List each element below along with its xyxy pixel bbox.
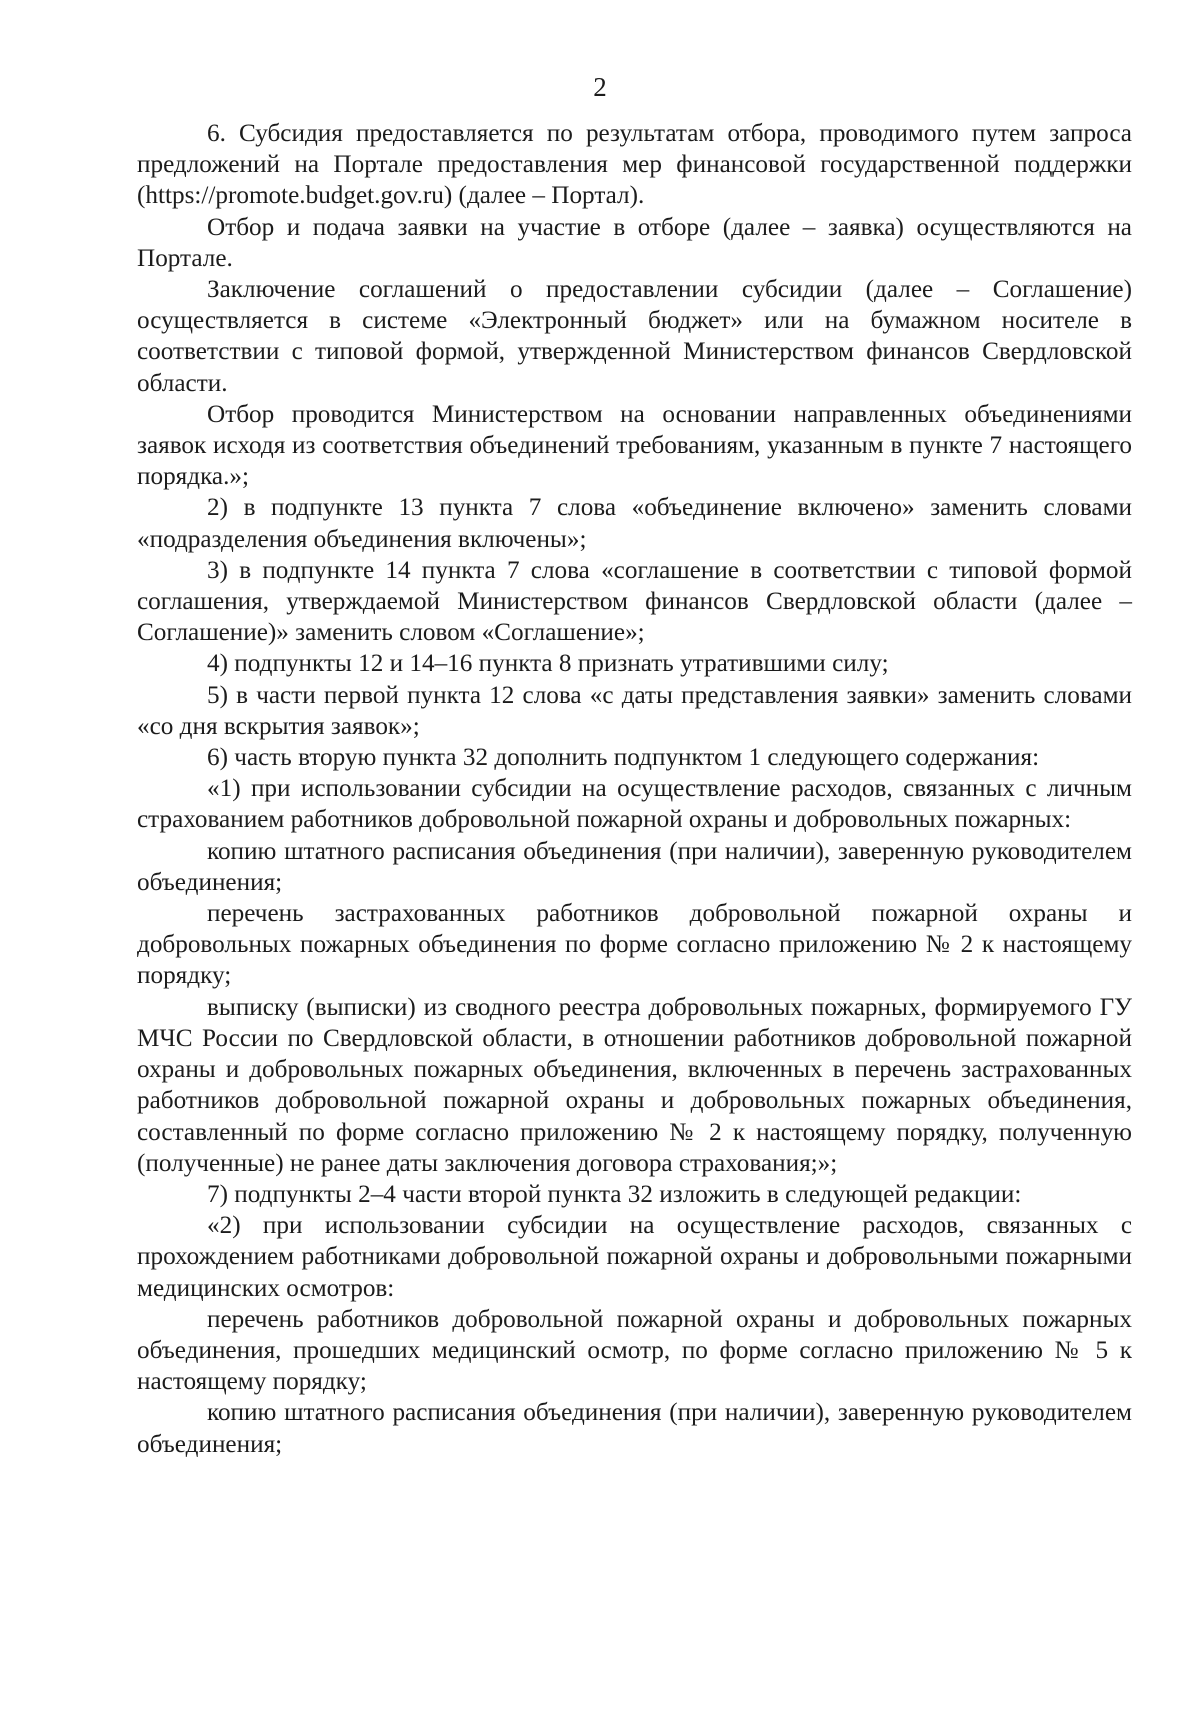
list-item-registry-extract: выписку (выписки) из сводного реестра добровольных пожарных, формируемого ГУ МЧС России по Свердловской области, в отношении работников добровольной пожарной охраны и добровольных пожарных объединения, включенных в перечень застрахованных работников добровольной пожарной охраны и добровольных пожарных объединения, составленный по форме согласно приложению № 2 к настоящему порядку, полученную (полученные) не ранее даты заключения договора страхования;»; bbox=[137, 993, 1132, 1177]
paragraph-selection-by-ministry: Отбор проводится Министерством на основании направленных объединениями заявок исходя из соответствия объединений требованиям, указанным в пункте 7 настоящего порядка.»; bbox=[137, 400, 1132, 491]
list-item-examined-workers: перечень работников добровольной пожарной охраны и добровольных пожарных объединения, прошедших медицинский осмотр, по форме согласно приложению № 5 к настоящему порядку; bbox=[137, 1305, 1132, 1396]
amendment-item-5: 5) в части первой пункта 12 слова «с даты представления заявки» заменить словами «со дня вскрытия заявок»; bbox=[137, 681, 1132, 740]
amendment-item-4: 4) подпункты 12 и 14–16 пункта 8 признать утратившими силу; bbox=[207, 650, 889, 678]
list-item-insured-workers: перечень застрахованных работников добровольной пожарной охраны и добровольных пожарных объединения по форме согласно приложению № 2 к настоящему порядку; bbox=[137, 900, 1132, 990]
amendment-item-3: 3) в подпункте 14 пункта 7 слова «соглашение в соответствии с типовой формой соглашения, утверждаемой Министерством финансов Свердловской области (далее – Соглашение)» заменить словом «Соглашение»; bbox=[137, 556, 1132, 647]
paragraph-subsidy-selection: 6. Субсидия предоставляется по результатам отбора, проводимого путем запроса предложений на Портале предоставления мер финансовой государственной поддержки (https://promote.budget.gov.ru) (далее – Портал). bbox=[137, 120, 1132, 210]
subitem-1-insurance: «1) при использовании субсидии на осуществление расходов, связанных с личным страхованием работников добровольной пожарной охраны и добровольных пожарных: bbox=[137, 775, 1132, 834]
list-item-staff-schedule-2: копию штатного расписания объединения (при наличии), заверенную руководителем объединения; bbox=[137, 1399, 1132, 1458]
subitem-2-medical-exams: «2) при использовании субсидии на осуществление расходов, связанных с прохождением работниками добровольной пожарной охраны и добровольными пожарными медицинских осмотров: bbox=[137, 1212, 1132, 1302]
amendment-item-2: 2) в подпункте 13 пункта 7 слова «объединение включено» заменить словами «подразделения объединения включены»; bbox=[137, 494, 1132, 553]
list-item-staff-schedule: копию штатного расписания объединения (при наличии), заверенную руководителем объединения; bbox=[137, 837, 1132, 896]
paragraph-selection-on-portal: Отбор и подача заявки на участие в отборе (далее – заявка) осуществляются на Портале. bbox=[137, 213, 1132, 272]
amendment-item-7: 7) подпункты 2–4 части второй пункта 32 изложить в следующей редакции: bbox=[207, 1180, 1022, 1208]
paragraph-agreement-conclusion: Заключение соглашений о предоставлении субсидии (далее – Соглашение) осуществляется в системе «Электронный бюджет» или на бумажном носителе в соответствии с типовой формой, утвержденной Министерством финансов Свердловской области. bbox=[137, 276, 1132, 397]
page-number: 2 bbox=[593, 72, 607, 102]
document-body bbox=[137, 118, 1132, 1460]
amendment-item-6: 6) часть вторую пункта 32 дополнить подпунктом 1 следующего содержания: bbox=[207, 744, 1040, 772]
